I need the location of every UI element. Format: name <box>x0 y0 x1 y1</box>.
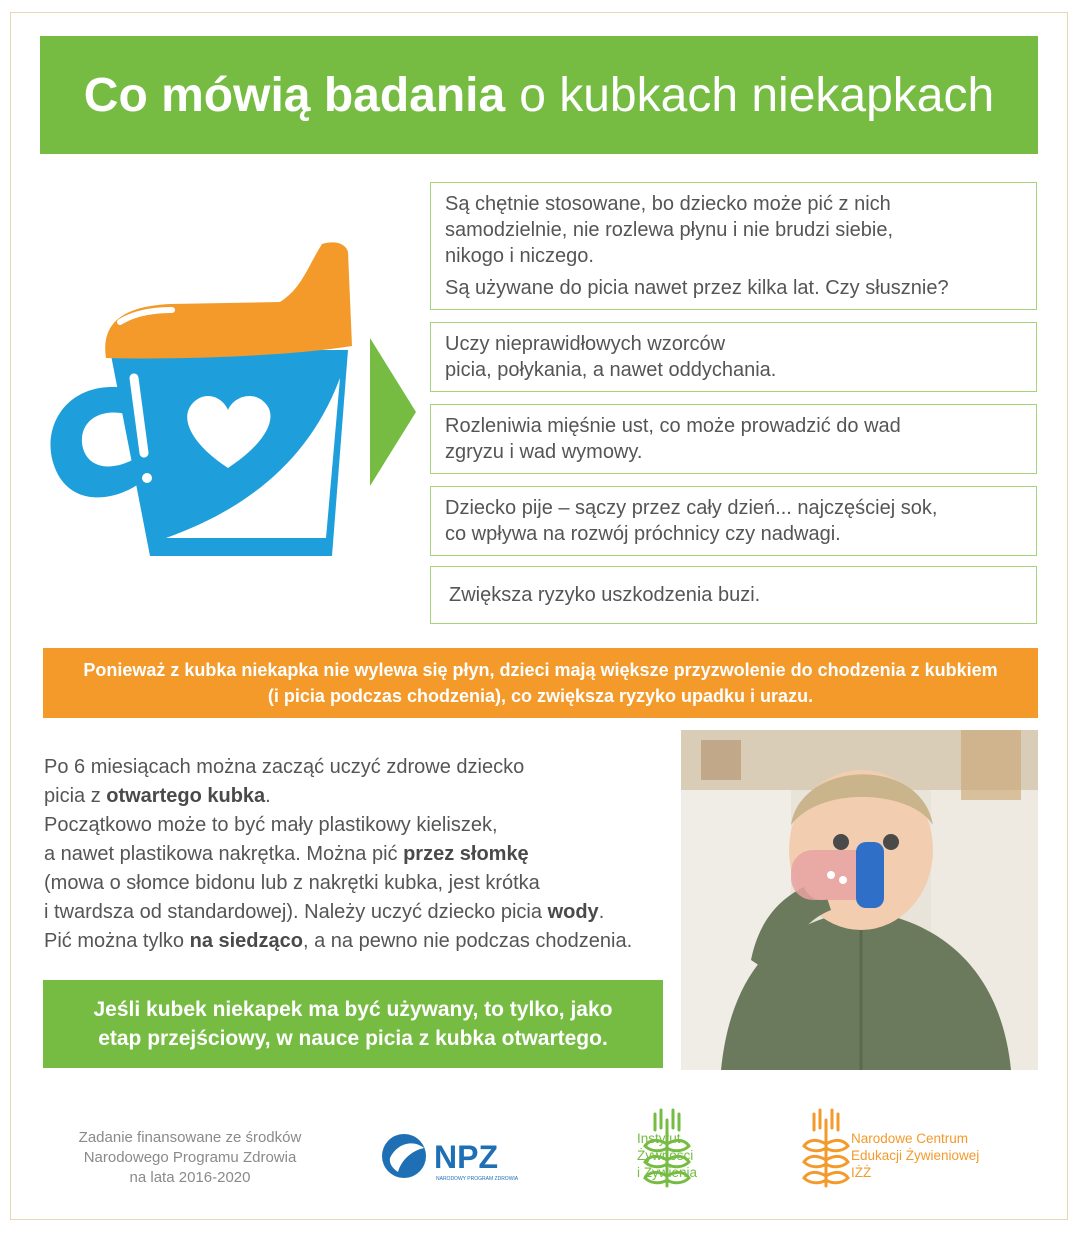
ncez-wheat-logo <box>796 1108 856 1190</box>
sippy-cup-illustration <box>40 238 380 568</box>
svg-text:NARODOWY PROGRAM ZDROWIA: NARODOWY PROGRAM ZDROWIA <box>436 1176 519 1182</box>
fact-box-injury: Zwiększa ryzyko uszkodzenia buzi. <box>430 566 1037 624</box>
izz-label: Instytut Żywności i Żywienia <box>637 1131 698 1180</box>
ncez-label: Narodowe Centrum Edukacji Żywieniowej IŻŻ <box>851 1131 980 1180</box>
advice-text: Po 6 miesiącach można zacząć uczyć zdrowe dziecko picia z otwartego kubka. Początkowo może to być mały plastikowy kieliszek, a nawet plastikowa nakrętka. Można pić przez słomkę (mowa o słomce bidonu lub z nakrętki kubka, jest krótka i twardsza od standardowej). Należy uczyć dziecko picia wody. Pić można tylko na siedząco, a na pewno nie podczas chodzenia. <box>44 756 633 952</box>
transition-note: Jeśli kubek niekapek ma być używany, to tylko, jako etap przejściowy, w nauce picia z kubka otwartego. <box>43 980 663 1068</box>
title-rest: o kubkach niekapkach <box>519 68 995 122</box>
warning-banner: Ponieważ z kubka niekapka nie wylewa się płyn, dzieci mają większe przyzwolenie do chodzenia z kubkiem (i picia podczas chodzenia), co zwiększa ryzyko upadku i urazu. <box>43 648 1038 718</box>
npz-logo <box>380 1128 520 1188</box>
fact-box-muscles: Rozleniwia mięśnie ust, co może prowadzić do wad zgryzu i wad wymowy. <box>430 404 1037 474</box>
svg-text:NPZ: NPZ <box>434 1139 498 1175</box>
title-bold: Co mówią badania <box>83 68 506 122</box>
fact-box-usage: Są chętnie stosowane, bo dziecko może pić z nich samodzielnie, nie rozlewa płynu i nie brudzi siebie, nikogo i niczego. Są używane do picia nawet przez kilka lat. Czy słusznie? <box>430 182 1037 310</box>
child-drinking-photo <box>681 730 1038 1070</box>
fact-box-patterns: Uczy nieprawidłowych wzorców picia, połykania, a nawet oddychania. <box>430 322 1037 392</box>
arrow-right-icon <box>370 338 416 486</box>
fact-box-caries: Dziecko pije – sączy przez cały dzień... najczęściej sok, co wpływa na rozwój próchnicy czy nadwagi. <box>430 486 1037 556</box>
funding-note: Zadanie finansowane ze środków Narodowego Programu Zdrowia na lata 2016-2020 <box>78 1129 302 1186</box>
page-title <box>40 36 1038 154</box>
